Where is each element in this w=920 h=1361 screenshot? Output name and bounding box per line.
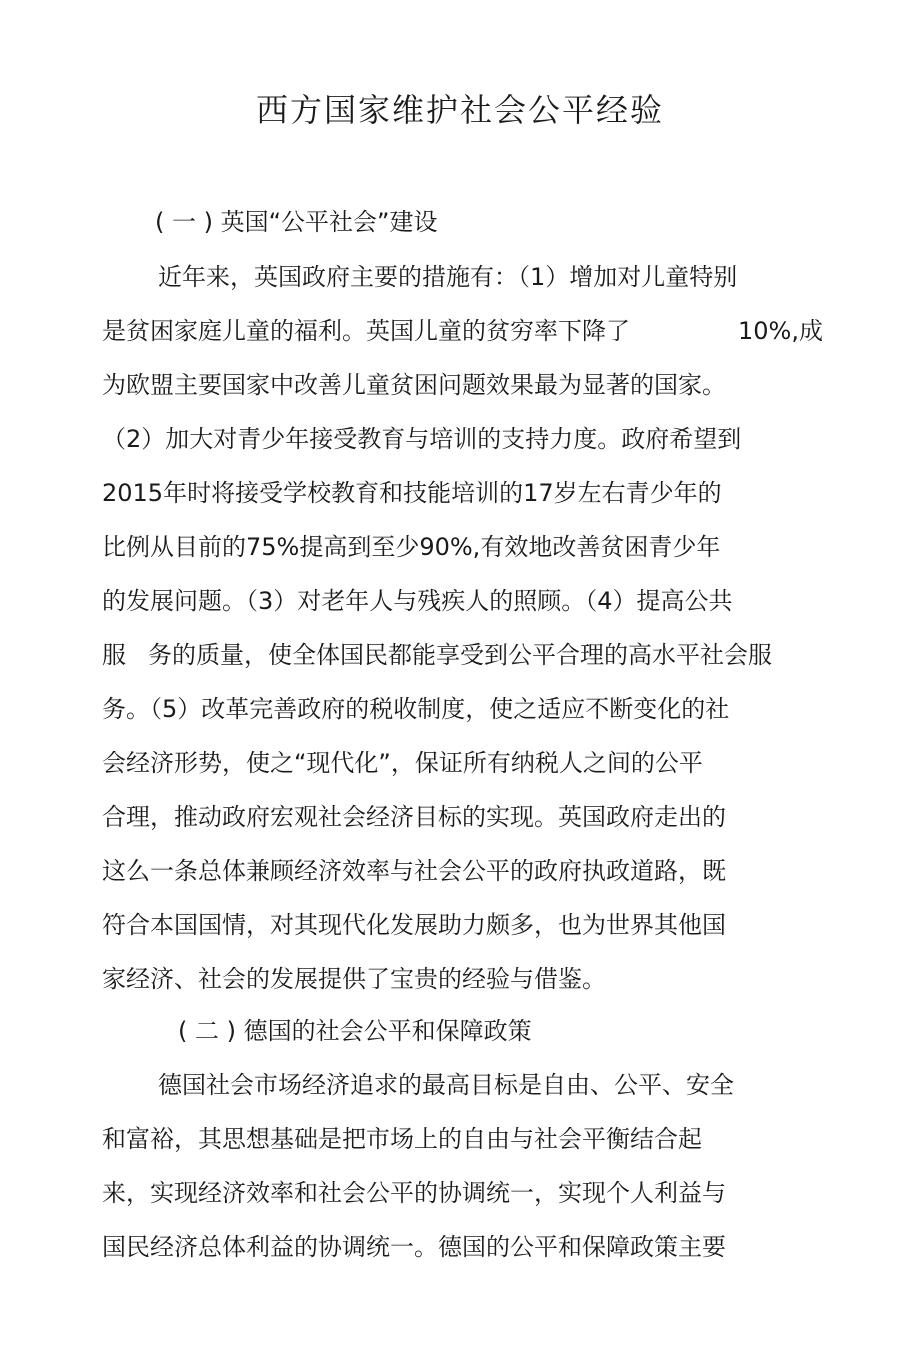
paragraph-line: 会经济形势，使之“现代化”，保证所有纳税人之间的公平 xyxy=(102,749,703,777)
paragraph-line: （2）加大对青少年接受教育与培训的支持力度。政府希望到 xyxy=(102,425,742,453)
paragraph-line: 的发展问题。（3）对老年人与残疾人的照顾。（4）提高公共 xyxy=(102,587,733,615)
paragraph-line: 家经济、社会的发展提供了宝贵的经验与借鉴。 xyxy=(102,965,606,993)
paragraph-line: 来，实现经济效率和社会公平的协调统一，实现个人利益与 xyxy=(102,1179,726,1207)
paragraph-line: 这么一条总体兼顾经济效率与社会公平的政府执政道路，既 xyxy=(102,857,726,885)
paragraph-line: 和富裕，其思想基础是把市场上的自由与社会平衡结合起 xyxy=(102,1125,702,1153)
paragraph-line: 务的质量，使全体国民都能享受到公平合理的高水平社会服 xyxy=(148,641,772,669)
paragraph-line: 为欧盟主要国家中改善儿童贫困问题效果最为显著的国家。 xyxy=(102,371,726,399)
paragraph-line: 符合本国国情，对其现代化发展助力颇多，也为世界其他国 xyxy=(102,911,726,939)
section-heading-uk: ( 一 ) 英国“公平社会”建设 xyxy=(155,208,438,236)
document-title: 西方国家维护社会公平经验 xyxy=(255,91,664,129)
paragraph-line: 合理，推动政府宏观社会经济目标的实现。英国政府走出的 xyxy=(102,803,726,831)
paragraph-line: 2015年时将接受学校教育和技能培训的17岁左右青少年的 xyxy=(102,479,722,507)
section-heading-germany: ( 二 ) 德国的社会公平和保障政策 xyxy=(178,1017,532,1045)
paragraph-line: 是贫困家庭儿童的福利。英国儿童的贫穷率下降了 xyxy=(102,317,630,345)
paragraph-line: 比例从目前的75%提高到至少90%,有效地改善贫困青少年 xyxy=(102,533,721,561)
paragraph-line: 国民经济总体利益的协调统一。德国的公平和保障政策主要 xyxy=(102,1233,726,1261)
paragraph-line: 务。（5）改革完善政府的税收制度，使之适应不断变化的社 xyxy=(102,695,730,723)
paragraph-line: 近年来，英国政府主要的措施有：（1）增加对儿童特别 xyxy=(158,263,738,291)
paragraph-line: 德国社会市场经济追求的最高目标是自由、公平、安全 xyxy=(158,1071,734,1099)
paragraph-line: 服 xyxy=(102,641,126,669)
paragraph-line: 10%,成 xyxy=(738,317,823,345)
